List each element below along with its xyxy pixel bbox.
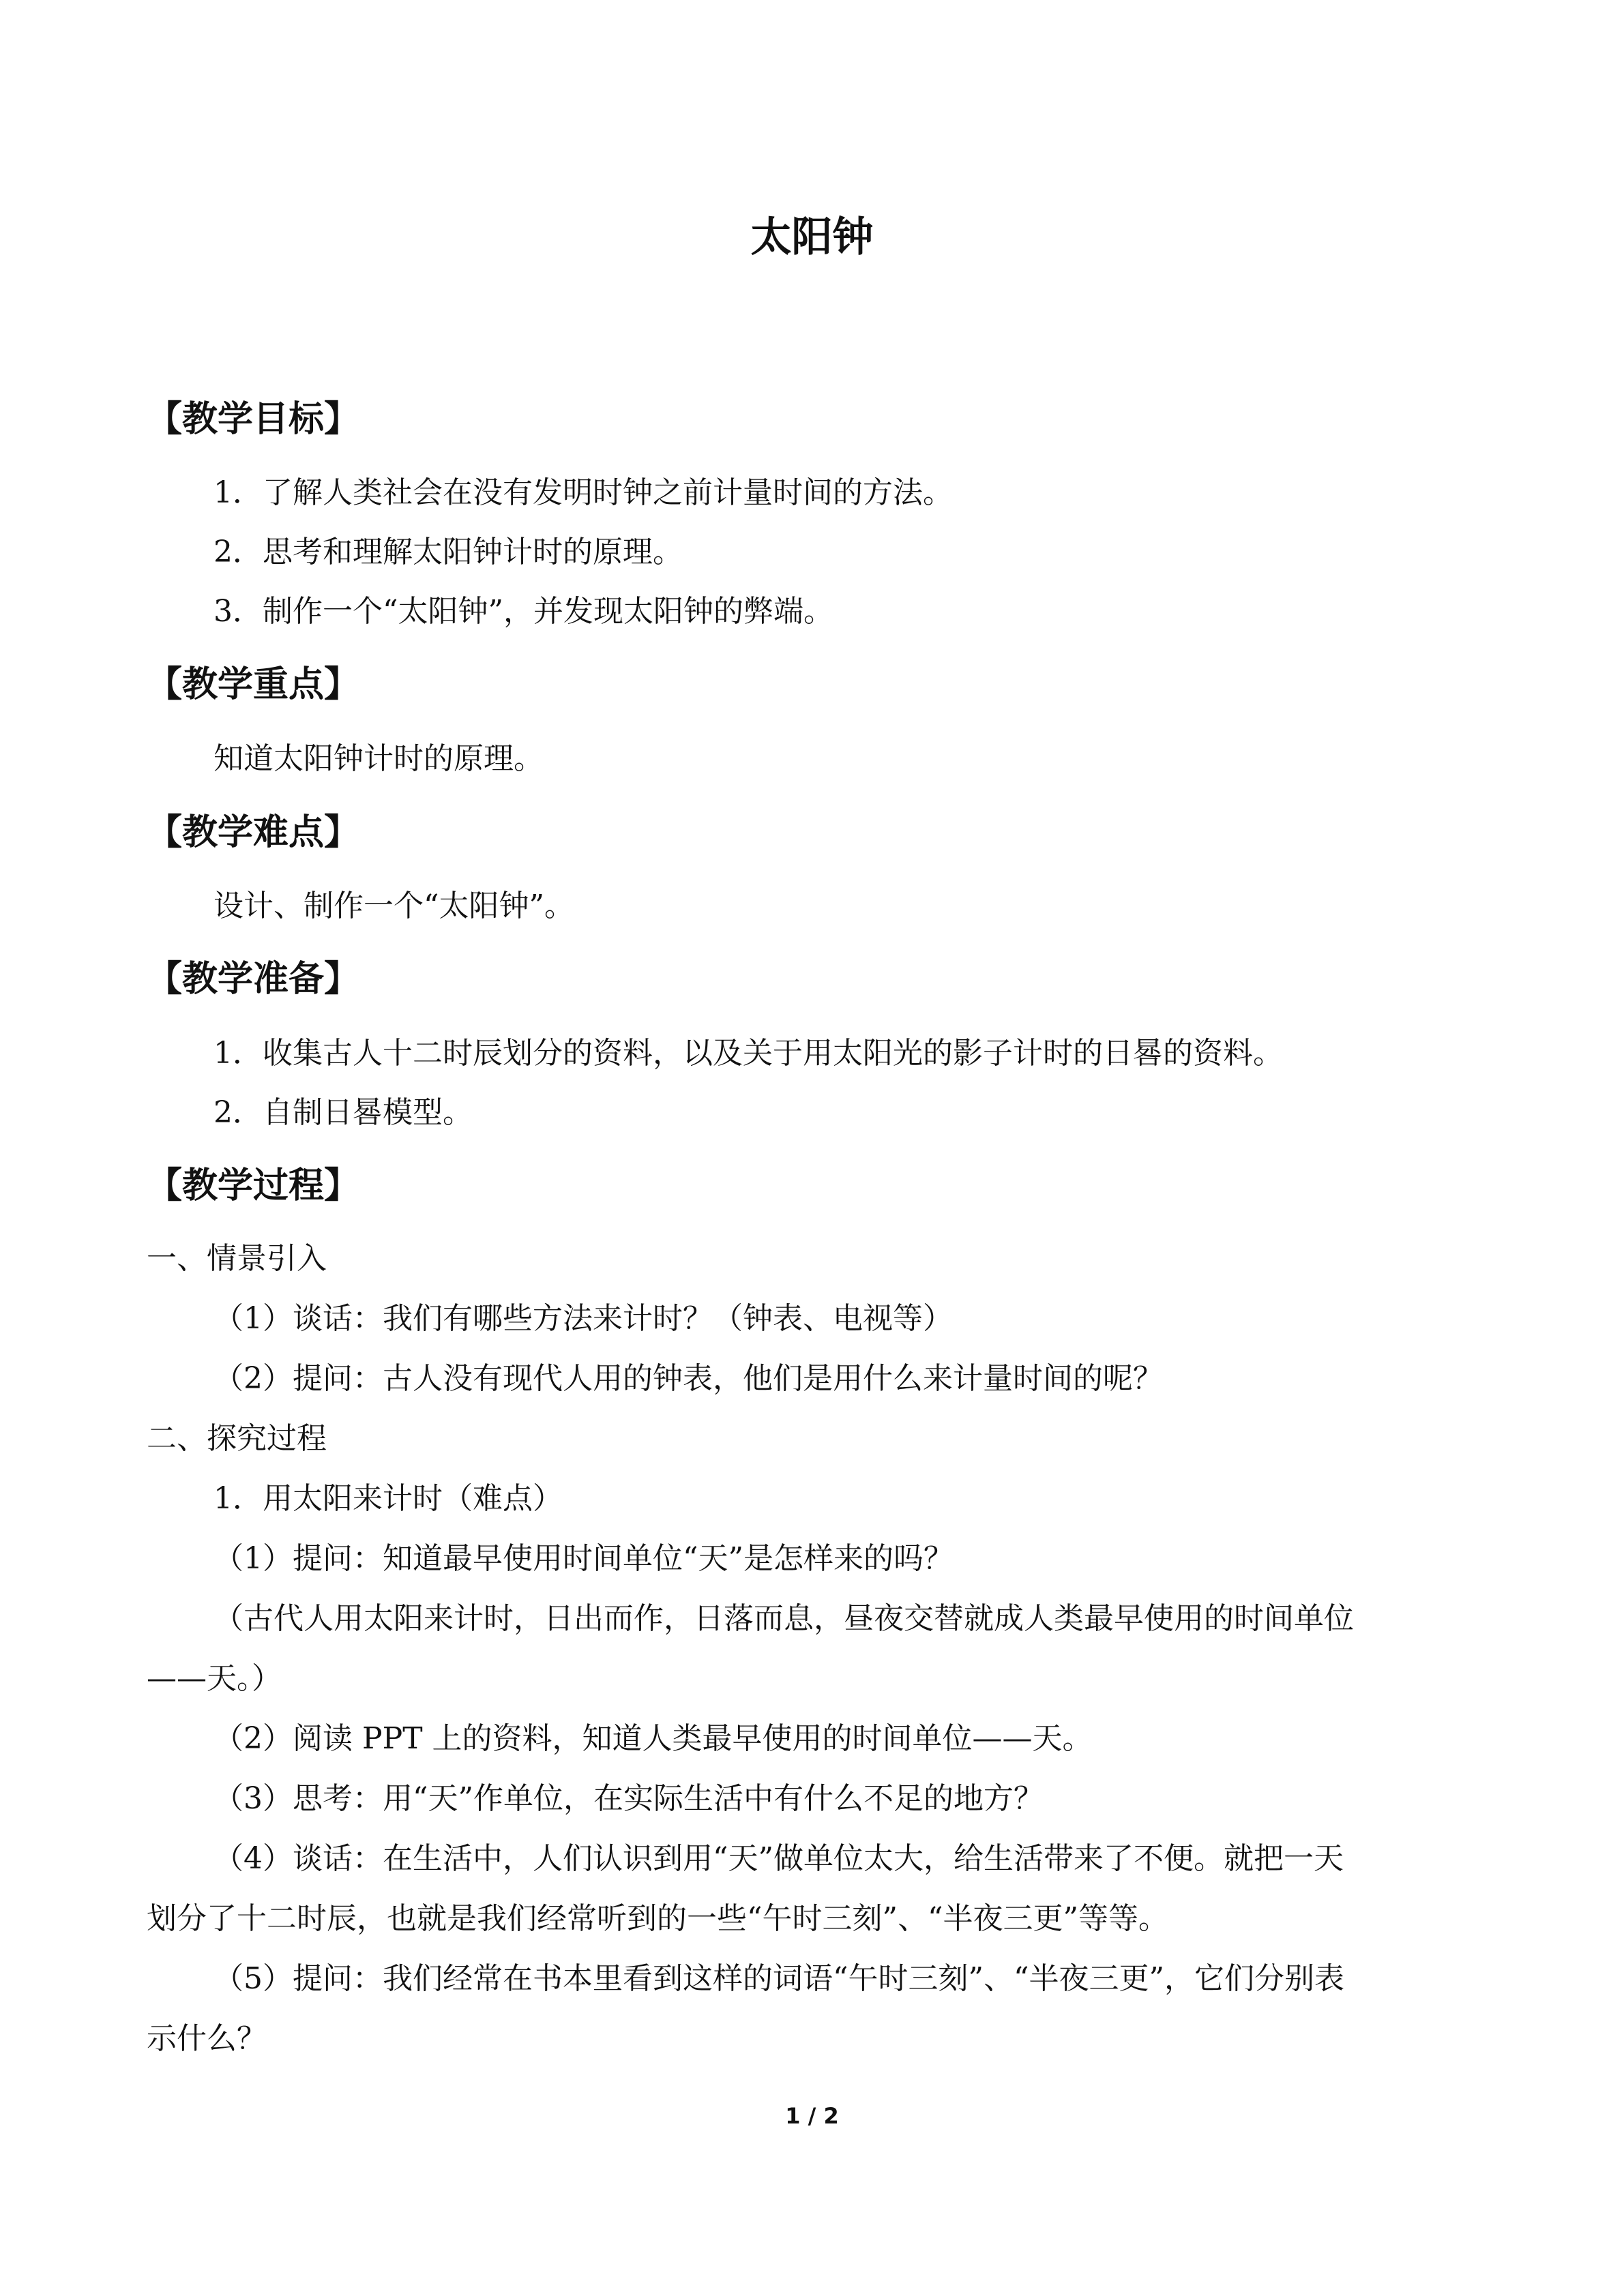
- process-part2-sub1: 1．用太阳来计时（难点）: [213, 1481, 563, 1516]
- page-number: 1 / 2: [785, 2103, 839, 2129]
- heading-key-points: 【教学重点】: [147, 664, 360, 705]
- heading-teaching-goals: 【教学目标】: [147, 399, 360, 440]
- process-part1-item-2: （2）提问：古人没有现代人用的钟表，他们是用什么来计量时间的呢？: [213, 1361, 1163, 1396]
- goal-item-2: 2．思考和理解太阳钟计时的原理。: [213, 535, 683, 569]
- process-question-5-line-2: 示什么？: [147, 2021, 267, 2056]
- process-part1-item-1: （1）谈话：我们有哪些方法来计时？（钟表、电视等）: [213, 1301, 953, 1336]
- page-title: 太阳钟: [750, 213, 874, 261]
- heading-process: 【教学过程】: [147, 1165, 360, 1206]
- key-points-text: 知道太阳钟计时的原理。: [213, 741, 544, 776]
- process-question-2: （2）阅读 PPT 上的资料，知道人类最早使用的时间单位——天。: [213, 1721, 1093, 1756]
- process-answer-1-line-2: ——天。）: [147, 1661, 282, 1696]
- preparation-item-2: 2．自制日晷模型。: [213, 1095, 473, 1130]
- process-question-5-line-1: （5）提问：我们经常在书本里看到这样的词语“午时三刻”、“半夜三更”，它们分别表: [213, 1961, 1344, 1996]
- difficulties-text: 设计、制作一个“太阳钟”。: [213, 889, 574, 923]
- preparation-item-1: 1．收集古人十二时辰划分的资料，以及关于用太阳光的影子计时的日晷的资料。: [213, 1036, 1283, 1071]
- goal-item-1: 1．了解人类社会在没有发明时钟之前计量时间的方法。: [213, 475, 953, 510]
- process-question-3: （3）思考：用“天”作单位，在实际生活中有什么不足的地方？: [213, 1781, 1044, 1816]
- process-part1-title: 一、情景引入: [147, 1241, 327, 1276]
- process-question-4-line-2: 划分了十二时辰，也就是我们经常听到的一些“午时三刻”、“半夜三更”等等。: [147, 1901, 1168, 1936]
- heading-preparation: 【教学准备】: [147, 959, 360, 1000]
- process-part2-title: 二、探究过程: [147, 1421, 327, 1456]
- process-question-1: （1）提问：知道最早使用时间单位“天”是怎样来的吗？: [213, 1541, 954, 1576]
- goal-item-3: 3．制作一个“太阳钟”，并发现太阳钟的弊端。: [213, 594, 833, 629]
- process-answer-1-line-1: （古代人用太阳来计时，日出而作，日落而息，昼夜交替就成人类最早使用的时间单位: [213, 1601, 1354, 1636]
- process-question-4-line-1: （4）谈话：在生活中，人们认识到用“天”做单位太大，给生活带来了不便。就把一天: [213, 1841, 1344, 1876]
- heading-difficulties: 【教学难点】: [147, 812, 360, 853]
